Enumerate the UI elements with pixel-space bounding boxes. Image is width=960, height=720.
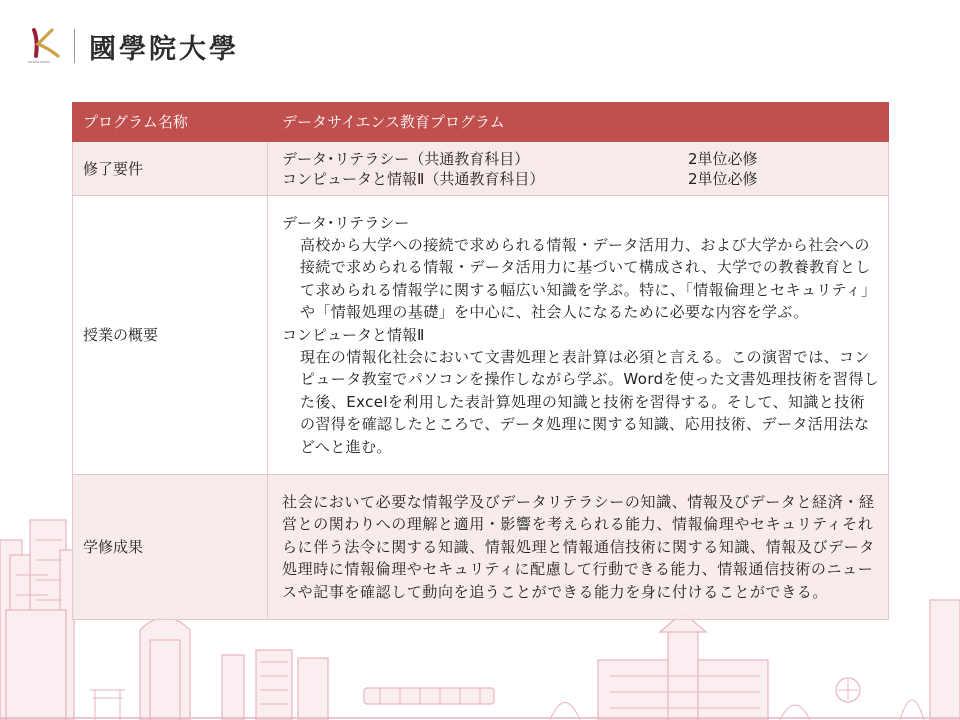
overview-row xyxy=(73,196,889,475)
program-name-value: データサイエンス教育プログラム xyxy=(268,103,889,142)
program-name-label: プログラム名称 xyxy=(73,103,268,142)
requirement-item xyxy=(282,149,880,169)
requirement-subject: コンピュータと情報Ⅱ（共通教育科目） xyxy=(282,169,545,188)
program-info-table xyxy=(72,102,889,620)
requirements-row xyxy=(73,142,889,196)
outcomes-label: 学修成果 xyxy=(73,475,268,620)
table-header-row xyxy=(73,103,889,142)
university-name: 國學院大學 xyxy=(89,33,239,65)
overview-section-title: コンピュータと情報Ⅱ xyxy=(282,325,425,344)
requirement-credits: 2単位必修 xyxy=(688,149,758,168)
logo-divider xyxy=(74,29,75,63)
requirements-cell xyxy=(268,142,889,196)
overview-cell xyxy=(268,196,889,475)
overview-section-title: データ･リテラシー xyxy=(282,213,410,232)
outcomes-text: 社会において必要な情報学及びデータリテラシーの知識、情報及びデータと経済・経営との関わりへの理解と適用・影響を考えられる能力、情報倫理やセキュリティそれらに伴う法令に関する知識、情報処理と情報通信技術に関する知識、情報及びデータ処理時に情報倫理やセキュリティに配慮して行動できる能力、情報通信技術のニュースや記事を確認して動向を追うことができる能力を身に付けることができる。 xyxy=(282,492,875,601)
overview-section-body: 高校から大学への接続で求められる情報・データ活用力、および大学から社会への接続で求められる情報・データ活用力に基づいて構成され、大学での教養教育として求められる情報学に関する幅広い知識を学ぶ。特に、「情報倫理とセキュリティ」や「情報処理の基礎」を中心に、社会人になるために必要な内容を学ぶ。 xyxy=(300,235,877,322)
requirement-credits: 2単位必修 xyxy=(688,169,758,188)
outcomes-row xyxy=(73,475,889,620)
requirement-item xyxy=(282,169,880,189)
k-emblem-icon xyxy=(28,26,64,66)
outcomes-cell xyxy=(268,475,889,620)
requirement-subject: データ･リテラシー（共通教育科目） xyxy=(282,149,530,168)
overview-section-body: 現在の情報化社会において文書処理と表計算は必須と言える。この演習では、コンピュータ教室でパソコンを操作しながら学ぶ。Wordを使った文書処理技術を習得した後、Excelを利用した表計算処理の知識と技術を習得する。そして、知識と技術の習得を確認したところで、データ処理に関する知識、応用技術、データ活用法などへと進む。 xyxy=(300,347,880,456)
requirements-label: 修了要件 xyxy=(73,142,268,196)
logo-mark-label: KOKUGAKUIN xyxy=(28,60,50,64)
university-logo xyxy=(28,24,239,68)
overview-label: 授業の概要 xyxy=(73,196,268,475)
